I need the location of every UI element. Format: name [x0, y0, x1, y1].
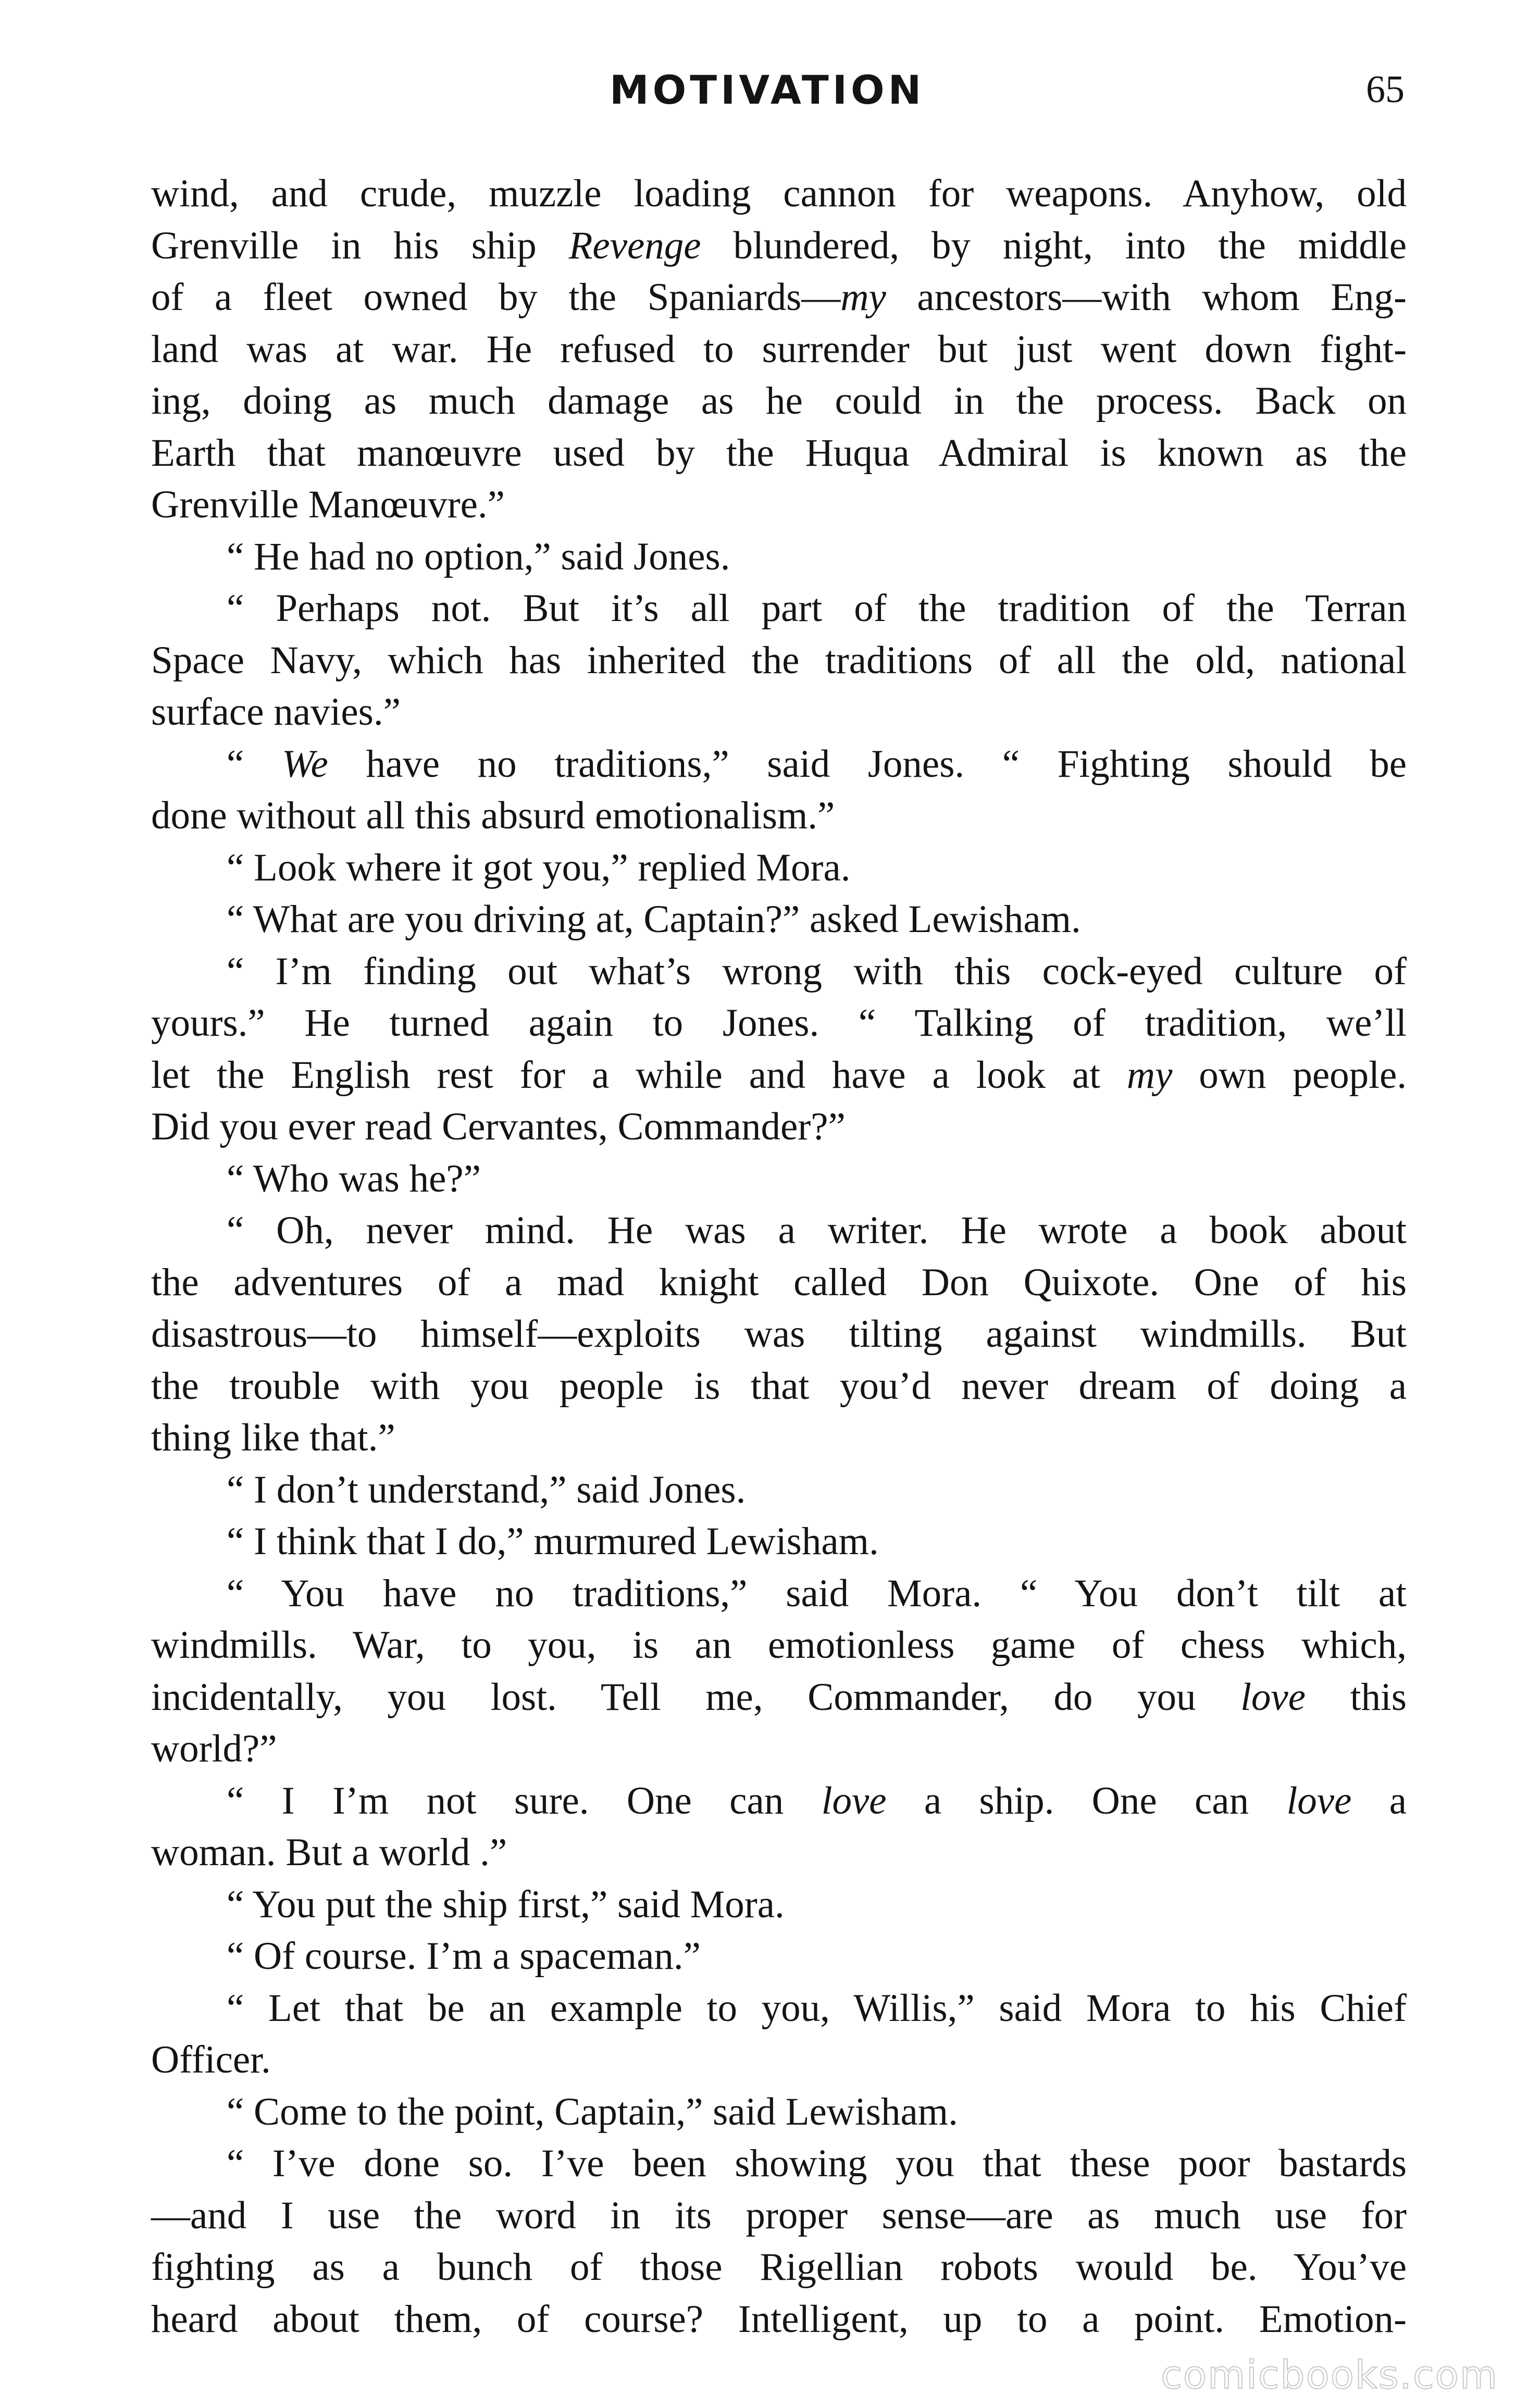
text-line: the adventures of a mad knight called Don Quixote. One of his — [151, 1260, 1407, 1304]
text-line: “ Of course. I’m a spaceman.” — [227, 1934, 701, 1978]
text-line: —and I use the word in its proper sense—are as much use for — [151, 2193, 1407, 2237]
text-line: “ You have no traditions,” said Mora. “ You don’t tilt at — [227, 1571, 1407, 1615]
page-header — [151, 67, 1405, 124]
text-line: “ I don’t understand,” said Jones. — [227, 1468, 746, 1511]
text-line: incidentally, you lost. Tell me, Commander, do you love this — [151, 1675, 1407, 1719]
text-line: “ Oh, never mind. He was a writer. He wrote a book about — [227, 1209, 1407, 1252]
text-line: “ You put the ship first,” said Mora. — [227, 1882, 785, 1926]
text-line: Grenville Manœuvre.” — [151, 483, 505, 526]
text-line: ing, doing as much damage as he could in the process. Back on — [151, 379, 1407, 423]
text-line: yours.” He turned again to Jones. “ Talking of tradition, we’ll — [151, 1001, 1407, 1045]
running-head: MOTIVATION — [610, 67, 925, 113]
text-line: “ I think that I do,” murmured Lewisham. — [227, 1520, 879, 1563]
text-line: Earth that manœuvre used by the Huqua Admiral is known as the — [151, 431, 1407, 475]
watermark: comicbooks.com — [1161, 2353, 1498, 2398]
text-line: “ What are you driving at, Captain?” asked Lewisham. — [227, 898, 1081, 941]
text-line: woman. But a world .” — [151, 1831, 507, 1874]
text-line: surface navies.” — [151, 690, 401, 734]
text-line: heard about them, of course? Intelligent, up to a point. Emotion- — [151, 2297, 1407, 2341]
page-number: 65 — [1366, 68, 1405, 111]
text-line: windmills. War, to you, is an emotionless game of chess which, — [151, 1623, 1407, 1667]
text-line: Officer. — [151, 2038, 271, 2081]
text-line: “ We have no traditions,” said Jones. “ Fighting should be — [227, 742, 1407, 786]
text-line: wind, and crude, muzzle loading cannon for weapons. Anyhow, old — [151, 172, 1407, 215]
text-line: “ I I’m not sure. One can love a ship. One can love a — [227, 1779, 1407, 1822]
text-line: “ Who was he?” — [227, 1157, 481, 1200]
text-line: “ Let that be an example to you, Willis,” said Mora to his Chief — [227, 1986, 1407, 2030]
text-line: Grenville in his ship Revenge blundered, by night, into the middle — [151, 224, 1407, 267]
text-line: fighting as a bunch of those Rigellian robots would be. You’ve — [151, 2245, 1407, 2289]
text-line: the trouble with you people is that you’d never dream of doing a — [151, 1364, 1407, 1408]
text-line: “ Perhaps not. But it’s all part of the tradition of the Terran — [227, 587, 1407, 630]
text-line: “ Look where it got you,” replied Mora. — [227, 846, 851, 889]
text-line: of a fleet owned by the Spaniards—my ancestors—with whom Eng- — [151, 276, 1407, 319]
text-line: Did you ever read Cervantes, Commander?” — [151, 1105, 846, 1148]
text-line: Space Navy, which has inherited the traditions of all the old, national — [151, 638, 1407, 682]
text-line: “ I’m finding out what’s wrong with this cock-eyed culture of — [227, 949, 1407, 993]
text-line: “ Come to the point, Captain,” said Lewisham. — [227, 2090, 958, 2133]
text-line: “ I’ve done so. I’ve been showing you that these poor bastards — [227, 2142, 1407, 2185]
text-line: world?” — [151, 1727, 277, 1770]
text-line: done without all this absurd emotionalism.” — [151, 794, 835, 837]
text-line: let the English rest for a while and have a look at my own people. — [151, 1053, 1407, 1097]
body-text — [151, 168, 1407, 2345]
text-line: “ He had no option,” said Jones. — [227, 535, 730, 578]
text-line: thing like that.” — [151, 1416, 395, 1459]
text-line: disastrous—to himself—exploits was tilting against windmills. But — [151, 1312, 1407, 1356]
text-line: land was at war. He refused to surrender but just went down fight- — [151, 327, 1407, 371]
